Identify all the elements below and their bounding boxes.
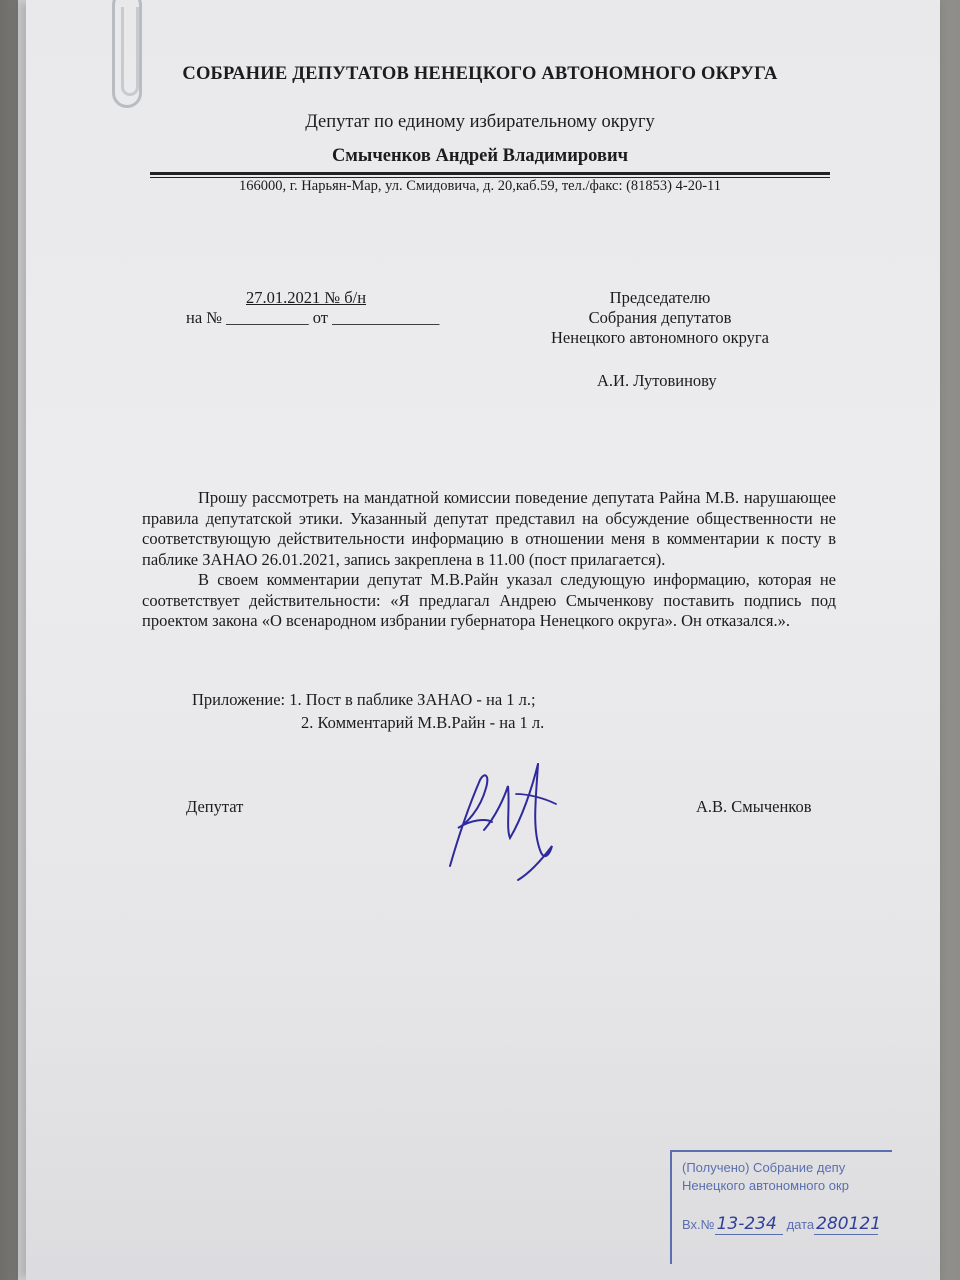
stamp-date-label: дата — [786, 1217, 815, 1232]
deputy-position: Депутат по единому избирательному округу — [305, 112, 655, 132]
stamp-line-1: (Получено) Собрание депу — [682, 1160, 846, 1175]
letterhead-rule-thick — [150, 172, 830, 175]
organization-title: СОБРАНИЕ ДЕПУТАТОВ НЕНЕЦКОГО АВТОНОМНОГО ОКРУГА — [182, 64, 778, 84]
addressee-name: А.И. Лутовинову — [597, 371, 717, 390]
stamp-in-number: 13-234 — [715, 1214, 783, 1235]
stamp-registration-line — [682, 1214, 882, 1235]
signatory-name: А.В. Смыченков — [696, 797, 812, 816]
stamp-in-label: Вх.№ — [682, 1217, 715, 1232]
registration-stamp — [670, 1150, 892, 1264]
body-paragraph-2: В своем комментарии депутат М.В.Райн указал следующую информацию, которая не соответствует действительности: «Я предлагал Андрею Смыченкову поставить подпись под проектом закона «О всенародном избрании губернатора Ненецкого округа». Он отказался.». — [142, 570, 836, 630]
addressee-line3: Ненецкого автономного округа — [551, 328, 769, 347]
letterhead-address: 166000, г. Нарьян-Мар, ул. Смидовича, д. 20,каб.59, тел./факс: (81853) 4-20-11 — [238, 178, 722, 194]
letter-body — [142, 488, 836, 632]
outgoing-date-number: 27.01.2021 № б/н — [246, 288, 367, 307]
handwritten-signature — [440, 758, 570, 888]
stamp-line-2: Ненецкого автономного окр — [682, 1178, 849, 1193]
addressee-block — [530, 288, 790, 348]
reference-line: на № __________ от _____________ — [186, 308, 440, 327]
addressee-line1: Председателю — [609, 288, 711, 307]
attachment-line-1: Приложение: 1. Пост в паблике ЗАНАО - на 1 л.; — [192, 690, 536, 709]
body-paragraph-1: Прошу рассмотреть на мандатной комиссии поведение депутата Райна М.В. нарушающее правила депутатской этики. Указанный депутат представил на обсуждение общественности не соответствующую действительности информацию в отношении меня в комментарии к посту в паблике ЗАНАО 26.01.2021, запись закреплена в 11.00 (пост прилагается). — [142, 488, 836, 569]
attachment-line-2: 2. Комментарий М.В.Райн - на 1 л. — [301, 713, 545, 732]
deputy-name: Смыченков Андрей Владимирович — [331, 146, 629, 166]
stamp-date-value: 280121 — [816, 1214, 882, 1234]
signatory-role: Депутат — [186, 797, 244, 816]
addressee-line2: Собрания депутатов — [588, 308, 732, 327]
paperclip — [112, 0, 142, 108]
